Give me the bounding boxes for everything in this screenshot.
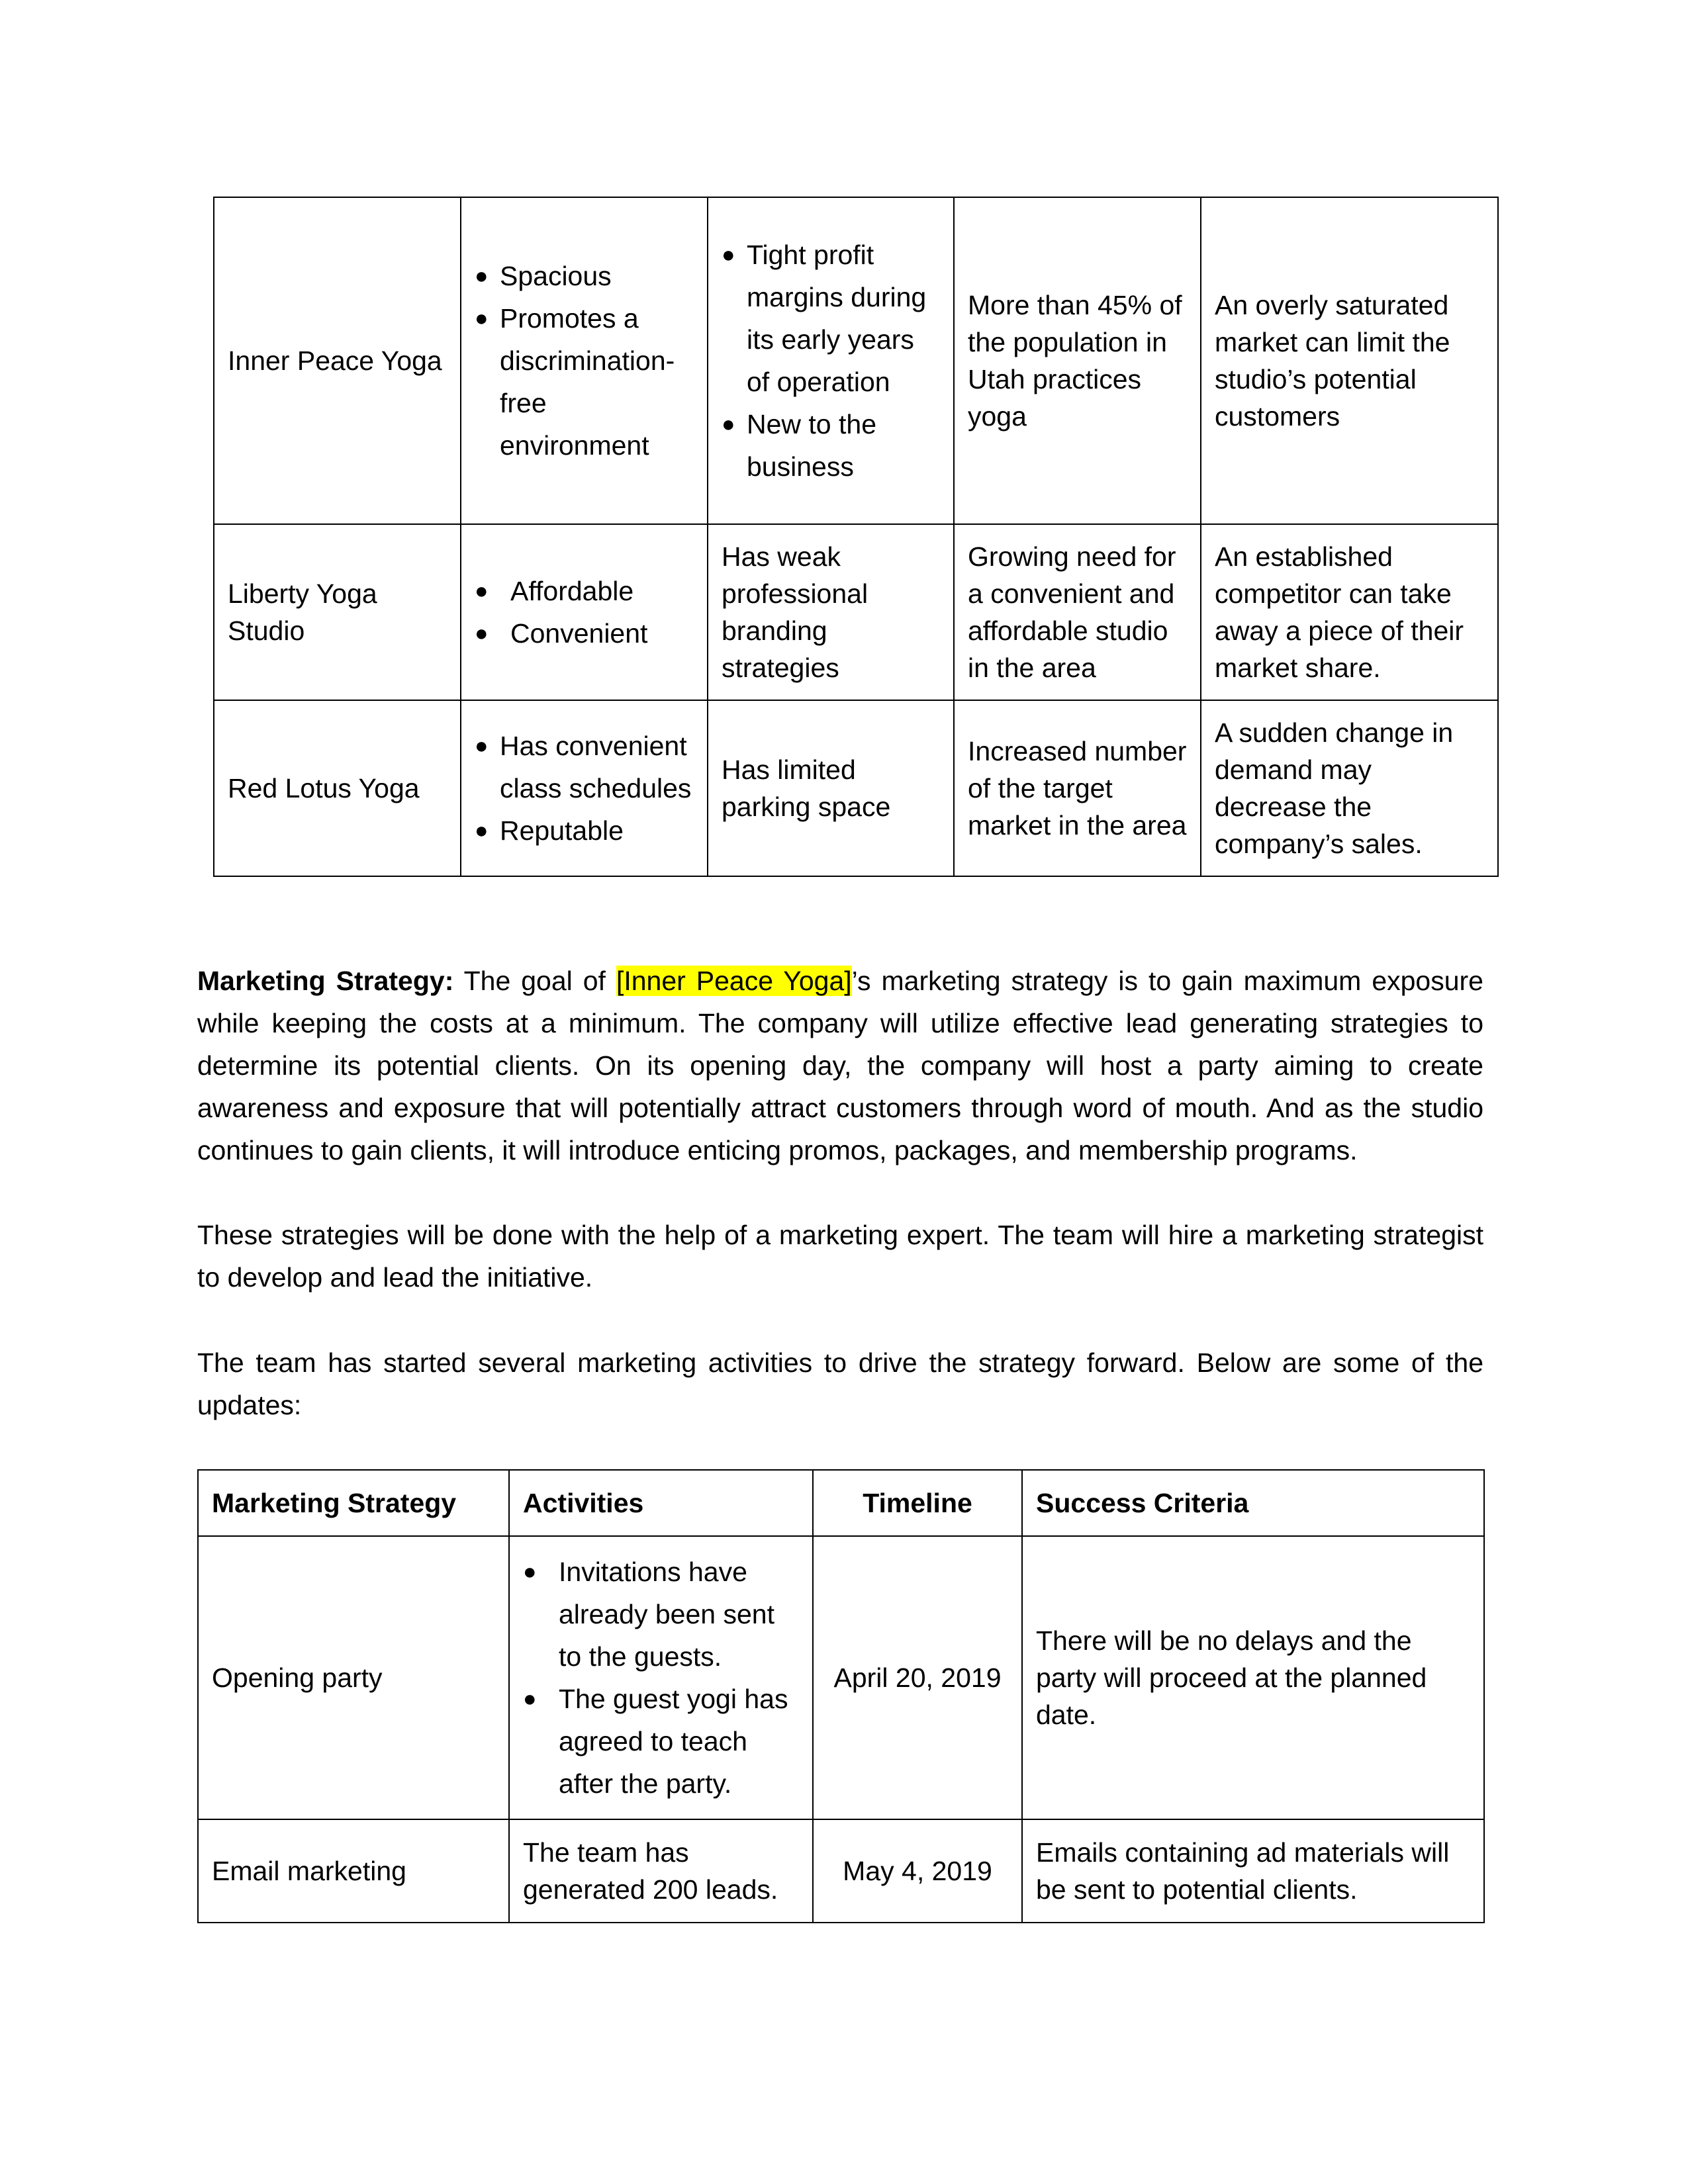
strengths-cell bbox=[461, 700, 708, 876]
activities-cell: The team has generated 200 leads. bbox=[509, 1819, 813, 1923]
strengths-cell bbox=[461, 524, 708, 700]
opportunities-cell: More than 45% of the population in Utah practices yoga bbox=[954, 197, 1201, 524]
timeline-cell: May 4, 2019 bbox=[813, 1819, 1022, 1923]
list-item: ● New to the business bbox=[722, 403, 940, 488]
threats-cell: A sudden change in demand may decrease the company’s sales. bbox=[1201, 700, 1498, 876]
table-row bbox=[214, 197, 1498, 524]
table-header-row bbox=[198, 1470, 1484, 1536]
updates-paragraph: The team has started several marketing activities to drive the strategy forward. Below are some of the updates: bbox=[197, 1347, 1483, 1420]
list-item: ● Reputable bbox=[475, 809, 694, 852]
column-header: Marketing Strategy bbox=[198, 1470, 509, 1536]
list-item: ● Affordable bbox=[475, 570, 694, 612]
competitor-name: Inner Peace Yoga bbox=[214, 197, 461, 524]
strategy-cell: Email marketing bbox=[198, 1819, 509, 1923]
criteria-cell: There will be no delays and the party will proceed at the planned date. bbox=[1022, 1536, 1484, 1819]
table-row bbox=[214, 700, 1498, 876]
weaknesses-cell: Has weak professional branding strategies bbox=[708, 524, 954, 700]
list-item: ● Invitations have already been sent to the guests. bbox=[523, 1551, 799, 1678]
table-row bbox=[214, 524, 1498, 700]
list-item: ● Promotes a discrimination-free environment bbox=[475, 297, 694, 467]
strengths-cell bbox=[461, 197, 708, 524]
column-header: Timeline bbox=[813, 1470, 1022, 1536]
threats-cell: An overly saturated market can limit the studio’s potential customers bbox=[1201, 197, 1498, 524]
column-header: Success Criteria bbox=[1022, 1470, 1484, 1536]
table-row bbox=[198, 1536, 1484, 1819]
marketing-strategy-paragraph bbox=[197, 960, 1483, 1171]
list-item: ● Convenient bbox=[475, 612, 694, 655]
table-row bbox=[198, 1819, 1484, 1923]
activities-cell bbox=[509, 1536, 813, 1819]
weaknesses-cell: Has limited parking space bbox=[708, 700, 954, 876]
threats-cell: An established competitor can take away a piece of their market share. bbox=[1201, 524, 1498, 700]
list-item: ● The guest yogi has agreed to teach after the party. bbox=[523, 1678, 799, 1805]
list-item: ● Has convenient class schedules bbox=[475, 725, 694, 809]
competitor-name: Red Lotus Yoga bbox=[214, 700, 461, 876]
marketing-activities-table bbox=[197, 1469, 1485, 1923]
weaknesses-cell bbox=[708, 197, 954, 524]
competitor-swot-table bbox=[213, 197, 1499, 877]
paragraph-text: ’s marketing strategy is to gain maximum exposure while keeping the costs at a minimum. The company will utilize effective lead generating strategies to determine its potential clients. On its opening day, the company will host a party aiming to create awareness and exposure that will potentially attract customers through word of mouth. And as the studio continues to gain clients, it will introduce enticing promos, packages, and membership programs. bbox=[197, 966, 1483, 1165]
paragraph-text: The goal of bbox=[453, 966, 616, 996]
highlighted-placeholder: [Inner Peace Yoga] bbox=[616, 966, 852, 996]
column-header: Activities bbox=[509, 1470, 813, 1536]
list-item: ● Tight profit margins during its early years of operation bbox=[722, 234, 940, 403]
opportunities-cell: Increased number of the target market in the area bbox=[954, 700, 1201, 876]
expert-paragraph: These strategies will be done with the help of a marketing expert. The team will hire a marketing strategist to develop and lead the initiative. bbox=[197, 1220, 1483, 1293]
criteria-cell: Emails containing ad materials will be sent to potential clients. bbox=[1022, 1819, 1484, 1923]
list-item: ● Spacious bbox=[475, 255, 694, 297]
strategy-cell: Opening party bbox=[198, 1536, 509, 1819]
section-heading: Marketing Strategy: bbox=[197, 966, 454, 996]
opportunities-cell: Growing need for a convenient and affordable studio in the area bbox=[954, 524, 1201, 700]
competitor-name: Liberty Yoga Studio bbox=[214, 524, 461, 700]
timeline-cell: April 20, 2019 bbox=[813, 1536, 1022, 1819]
